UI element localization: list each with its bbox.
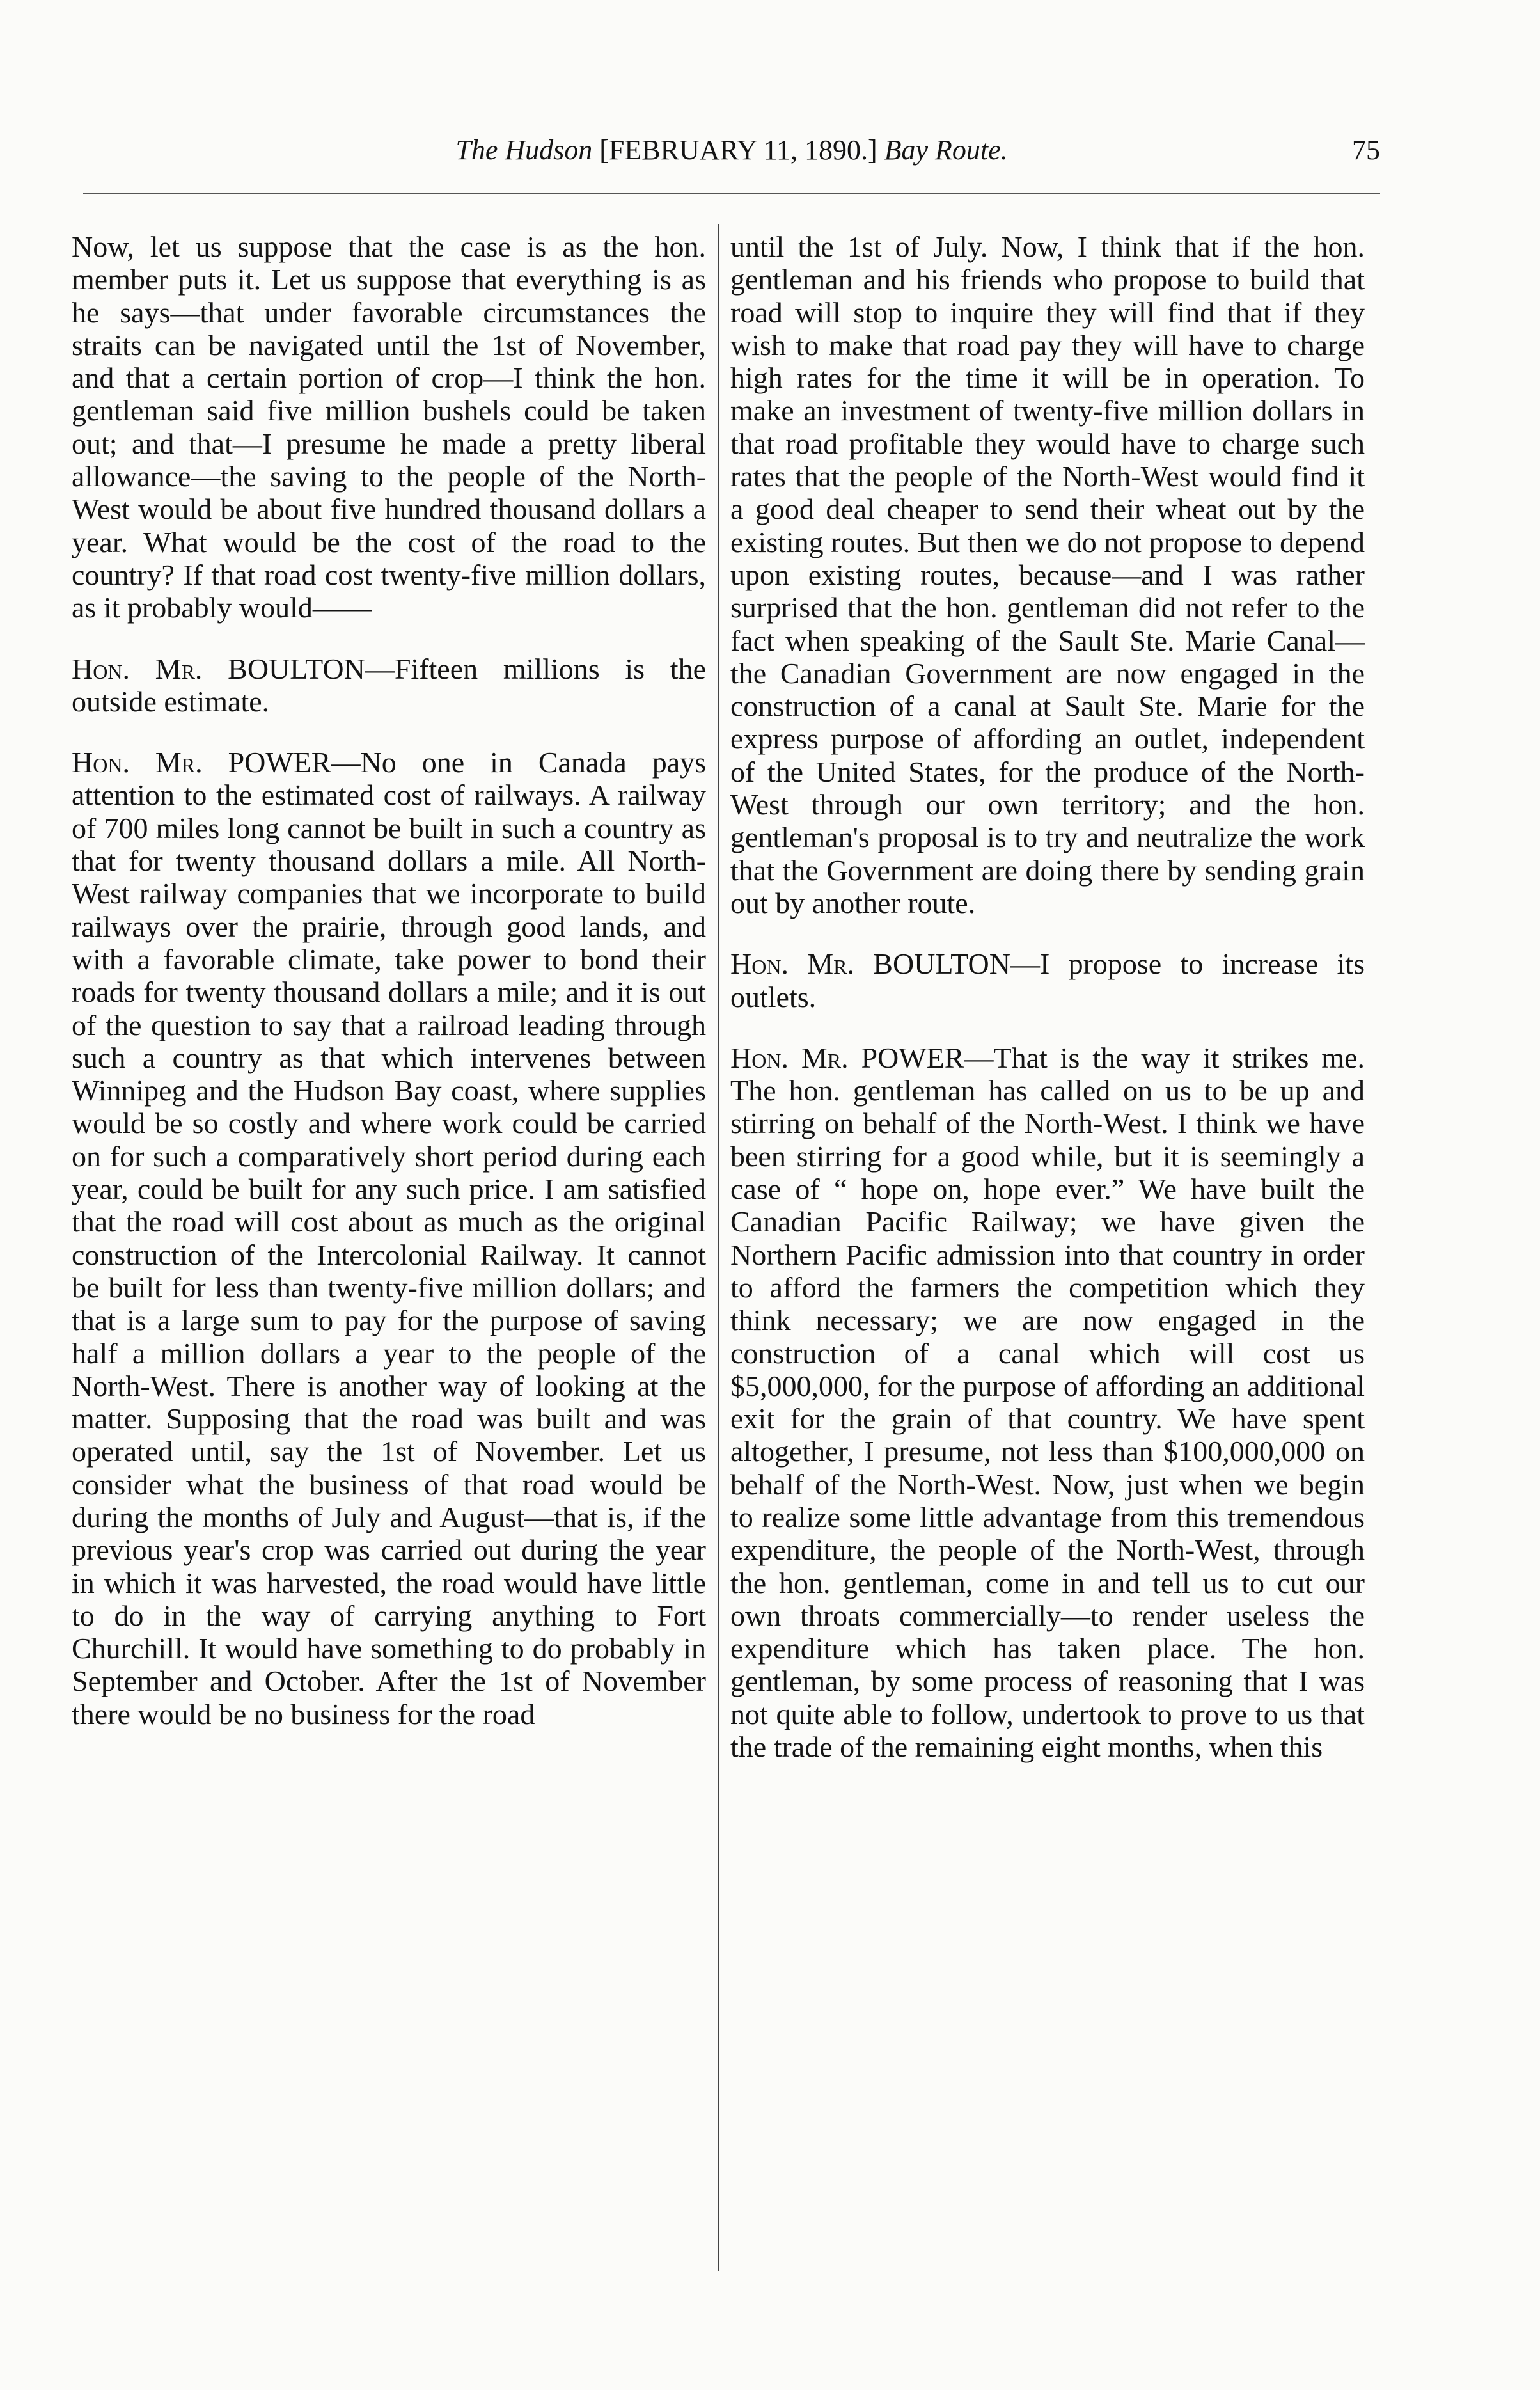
paragraph-text: —That is the way it strikes me. The hon. gentleman has called on us to be up and stirring on behalf of the North-West. I think we have been stirring for a good while, but it is seemingly a case of “ hope on, hope ever.” We have built the Canadian Pacific Railway; we have given the Northern Pacific admission into that country in order to afford the farmers the competition which they think necessary; we are now engaged in the construction of a canal which will cost us $5,000,000, for the purpose of affording an additional exit for the grain of that country. We have spent altogether, I presume, not less than $100,000,000 on behalf of the North-West. Now, just when we begin to realize some little advantage from this tremendous expenditure, the people of the North-West, through the hon. gentleman, come in and tell us to cut our own throats commercially—to render useless the expenditure which has taken place. The hon. gentleman, by some process of reasoning that I was not quite able to follow, undertook to prove to us that the trade of the remaining eight months, when this bbox=[730, 1041, 1365, 1764]
left-column bbox=[72, 230, 706, 2265]
running-header bbox=[83, 122, 1380, 179]
paragraph-text: —Fifteen millions is the outside estimate. bbox=[72, 652, 706, 718]
speaker-name: Hon. Mr. POWER bbox=[72, 746, 331, 779]
paragraph bbox=[730, 230, 1365, 919]
header-date: [FEBRUARY 11, 1890.] bbox=[599, 134, 877, 166]
header-rule bbox=[83, 193, 1380, 194]
paragraph bbox=[72, 230, 706, 624]
header-left-title: The Hudson bbox=[455, 134, 593, 166]
speaker-name: Hon. Mr. POWER bbox=[730, 1041, 964, 1074]
header-line bbox=[83, 122, 1380, 179]
header-right-title: Bay Route. bbox=[884, 134, 1008, 166]
paragraph-text: until the 1st of July. Now, I think that if the hon. gentleman and his friends who propose to build that road will stop to inquire they will find that if they wish to make that road pay they will have to charge high rates for the time it will be in operation. To make an investment of twenty-five million dollars in that road profitable they would have to charge such rates that the people of the North-West would find it a good deal cheaper to send their wheat out by the existing routes. But then we do not propose to depend upon existing routes, because—and I was rather surprised that the hon. gentleman did not refer to the fact when speaking of the Sault Ste. Marie Canal—the Canadian Government are now engaged in the construction of a canal at Sault Ste. Marie for the express purpose of affording an outlet, independent of the United States, for the produce of the North-West through our own territory; and the hon. gentleman's proposal is to try and neutralize the work that the Government are doing there by sending grain out by another route. bbox=[730, 230, 1365, 919]
paragraph bbox=[72, 653, 706, 718]
paragraph-text: —No one in Canada pays attention to the estimated cost of railways. A railway of 700 miles long cannot be built in such a country as that for twenty thousand dollars a mile. All North-West railway companies that we incorporate to build railways over the prairie, through good lands, and with a favorable climate, take power to bond their roads for twenty thousand dollars a mile; and it is out of the question to say that a railroad leading through such a country as that which intervenes between Winnipeg and the Hudson Bay coast, where supplies would be so costly and where work could be carried on for such a comparatively short period during each year, could be built for any such price. I am satisfied that the road will cost about as much as the original construction of the Intercolonial Railway. It cannot be built for less than twenty-five million dollars; and that is a large sum to pay for the purpose of saving half a million dollars a year to the people of the North-West. There is another way of looking at the matter. Supposing that the road was built and was operated until, say the 1st of November. Let us consider what the business of that road would be during the months of July and August—that is, if the previous year's crop was carried out during the year in which it was harvested, the road would have little to do in the way of carrying anything to Fort Churchill. It would have something to do probably in September and October. After the 1st of November there would be no business for the road bbox=[72, 746, 706, 1730]
paragraph bbox=[72, 746, 706, 1730]
paragraph-text: —I propose to increase its outlets. bbox=[730, 947, 1365, 1013]
paragraph bbox=[730, 947, 1365, 1013]
page-number: 75 bbox=[1352, 134, 1380, 166]
speaker-name: Hon. Mr. BOULTON bbox=[730, 947, 1010, 981]
paragraph-text: Now, let us suppose that the case is as the hon. member puts it. Let us suppose that everything is as he says—that under favorable circumstances the straits can be navigated until the 1st of November, and that a certain portion of crop—I think the hon. gentleman said five million bushels could be taken out; and that—I presume he made a pretty liberal allowance—the saving to the people of the North-West would be about five hundred thousand dollars a year. What would be the cost of the road to the country? If that road cost twenty-five million dollars, as it probably would—— bbox=[72, 230, 706, 624]
speaker-name: Hon. Mr. BOULTON bbox=[72, 652, 365, 685]
column-divider bbox=[718, 224, 719, 2271]
right-column bbox=[730, 230, 1365, 2265]
paragraph bbox=[730, 1041, 1365, 1764]
